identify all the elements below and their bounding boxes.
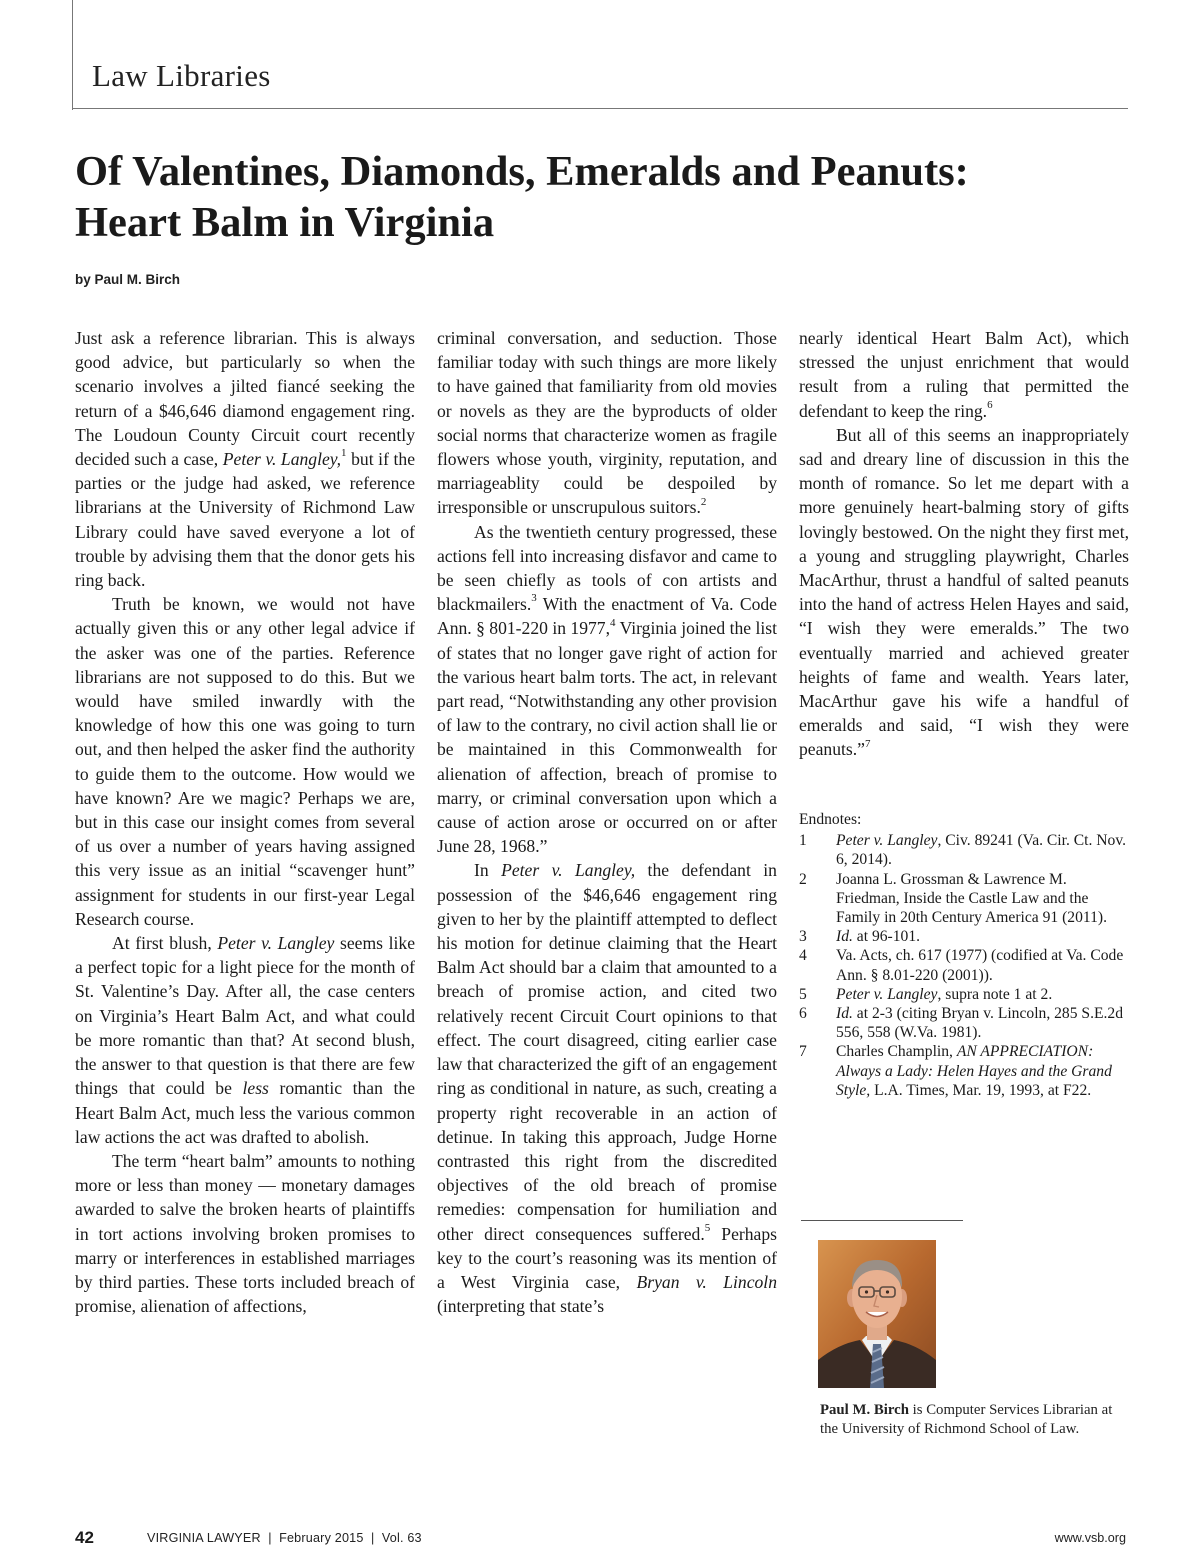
endnote-item — [799, 831, 1129, 869]
endnote-text: Joanna L. Grossman & Lawrence M. Friedman, Inside the Castle Law and the Family in 20th Century America 91 (2011). — [836, 870, 1107, 927]
paragraph: At first blush, Peter v. Langley seems like a perfect topic for a light piece for the month of St. Valentine’s Day. After all, the case centers on Virginia’s Heart Balm Act, and what could be more romantic than that? At second blush, the answer to that question is that there are few things that could be less romantic than the Heart Balm Act, much less the various common law actions the act was drafted to abolish. — [75, 933, 416, 1147]
paragraph: Truth be known, we would not have actually given this or any other legal advice if the asker was one of the parties. Reference librarians are not supposed to do this. But we would have smiled inwardly with the knowledge of how this one was going to turn out, and then helped the asker find the authority to guide them to the outcome. How would we have known? Are we magic? Perhaps we are, but in this case our insight comes from several of us over a number of years having assigned this very issue as an initial “scavenger hunt” assignment for students in our first-year Legal Research course. — [75, 594, 415, 929]
endnote-number: 1 — [799, 832, 807, 850]
endnote-text: Id. at 96-101. — [836, 928, 921, 946]
title-line-2: Heart Balm in Virginia — [75, 199, 495, 246]
endnote-item — [799, 1004, 1129, 1042]
article-column-1 — [75, 326, 415, 1318]
paragraph: The term “heart balm” amounts to nothing more or less than money — monetary damages awarded to salve the broken hearts of plaintiffs in tort actions involving broken promises to marry or interferences in established marriages by third parties. These torts included breach of promise, alienation of affections, — [75, 1150, 415, 1317]
endnote-text: Id. at 2-3 (citing Bryan v. Lincoln, 285 S.E.2d 556, 558 (W.Va. 1981). — [836, 1005, 1123, 1042]
author-photo — [818, 1240, 936, 1388]
page-number: 42 — [75, 1528, 94, 1547]
paragraph: As the twentieth century progressed, these actions fell into increasing disfavor and came to be seen chiefly as tools of con artists and blackmailers.$^3$ With the enactment of Va. Code Ann. § 801-220 in 1977,$^4$ Virginia joined the list of states that no longer gave right of action for the various heart balm torts. The act, in relevant part read, “Notwithstanding any other provision of law to the contrary, no civil action shall lie or be maintained in this Commonwealth for alienation of affection, breach of promise to marry, or criminal conversation upon which a cause of action arose or occurred on or after June 28, 1968.” — [437, 521, 778, 857]
paragraph: Just ask a reference librarian. This is always good advice, but particularly so when the scenario involves a jilted fiancé seeking the return of a $46,646 diamond engagement ring. The Loudoun County Circuit court recently decided such a case, Peter v. Langley,$^1$ but if the parties or the judge had asked, we reference librarians at the University of Richmond Law Library could have saved everyone a lot of trouble by advising them that the donor gets his ring back. — [75, 328, 416, 591]
author-bio-text: is Computer Services Librarian at the University of Richmond School of Law. — [820, 1402, 1113, 1437]
endnote-number: 2 — [799, 870, 807, 888]
endnote-number: 4 — [799, 947, 807, 965]
author-bio-name: Paul M. Birch — [820, 1402, 909, 1418]
bio-rule — [801, 1220, 963, 1221]
endnote-item — [799, 927, 1129, 946]
endnote-item — [799, 946, 1129, 984]
article-column-3 — [799, 326, 1129, 762]
paragraph: nearly identical Heart Balm Act), which stressed the unjust enrichment that would result from a ruling that permitted the defendant to keep the ring.$^6$ — [799, 328, 1129, 421]
endnote-number: 5 — [799, 985, 807, 1003]
section-rule-vertical — [72, 0, 73, 110]
section-label: Law Libraries — [92, 58, 271, 93]
byline: by Paul M. Birch — [75, 272, 181, 287]
endnote-text: Peter v. Langley, Civ. 89241 (Va. Cir. Ct. Nov. 6, 2014). — [836, 832, 1127, 869]
paragraph: But all of this seems an inappropriately sad and dreary line of discussion in this the month of romance. So let me depart with a more genuinely heart-balming story of gifts lovingly bestowed. On the night they first met, a young and struggling playwright, Charles MacArthur, thrust a handful of salted peanuts into the hand of actress Helen Hayes and said, “I wish they were emeralds.” The two eventually married and achieved greater heights of fame and wealth. Years later, MacArthur gave his wife a handful of emeralds and said, “I wish they were peanuts.”$^7$ — [799, 424, 1129, 760]
paragraph: criminal conversation, and seduction. Those familiar today with such things are more likely to have gained that familiarity from old movies or novels as they are the byproducts of older social norms that characterize women as fragile flowers whose youth, virginity, reputation, and marriageablity could be despoiled by irresponsible or unscrupulous suitors.$^2$ — [437, 328, 777, 518]
endnote-item — [799, 1042, 1129, 1100]
endnote-number: 3 — [799, 928, 807, 946]
article-title — [75, 146, 1135, 248]
endnote-item — [799, 985, 1129, 1004]
website-link[interactable]: www.vsb.org — [1054, 1531, 1126, 1545]
paragraph: In Peter v. Langley, the defendant in possession of the $46,646 engagement ring given to her by the plaintiff attempted to deflect his motion for detinue claiming that the Heart Balm Act should bar a claim that amounted to a breach of promise action, and cited two relatively recent Circuit Court opinions to that effect. The court disagreed, citing earlier case law that characterized the gift of an engagement ring as conditional in nature, as such, creating a property right recoverable in an action of detinue. In taking this approach, Judge Horne contrasted this right from the discredited objectives of the old breach of promise remedies: compensation for humiliation and other direct consequences suffered.$^5$ Perhaps key to the court’s reasoning was its mention of a West Virginia case, Bryan v. Lincoln (interpreting that state’s — [437, 860, 777, 1317]
endnote-number: 6 — [799, 1005, 807, 1023]
endnote-text: Charles Champlin, AN APPRECIATION: Always a Lady: Helen Hayes and the Grand Style, L.A. Times, Mar. 19, 1993, at F22. — [836, 1043, 1112, 1099]
endnote-text: Va. Acts, ch. 617 (1977) (codified at Va. Code Ann. § 8.01-220 (2001)). — [836, 947, 1124, 984]
endnote-text: Peter v. Langley, supra note 1 at 2. — [836, 985, 1053, 1003]
endnote-item — [799, 870, 1129, 928]
endnotes-heading: Endnotes: — [799, 811, 862, 828]
article-column-2 — [437, 326, 777, 1318]
author-portrait-icon — [818, 1240, 936, 1388]
title-line-1: Of Valentines, Diamonds, Emeralds and Peanuts: — [75, 148, 969, 195]
author-bio — [820, 1401, 1120, 1439]
endnote-number: 7 — [799, 1043, 807, 1061]
endnotes — [799, 810, 1129, 1100]
section-rule-horizontal — [72, 108, 1128, 109]
publication-info: VIRGINIA LAWYER | February 2015 | Vol. 63 — [147, 1531, 422, 1545]
